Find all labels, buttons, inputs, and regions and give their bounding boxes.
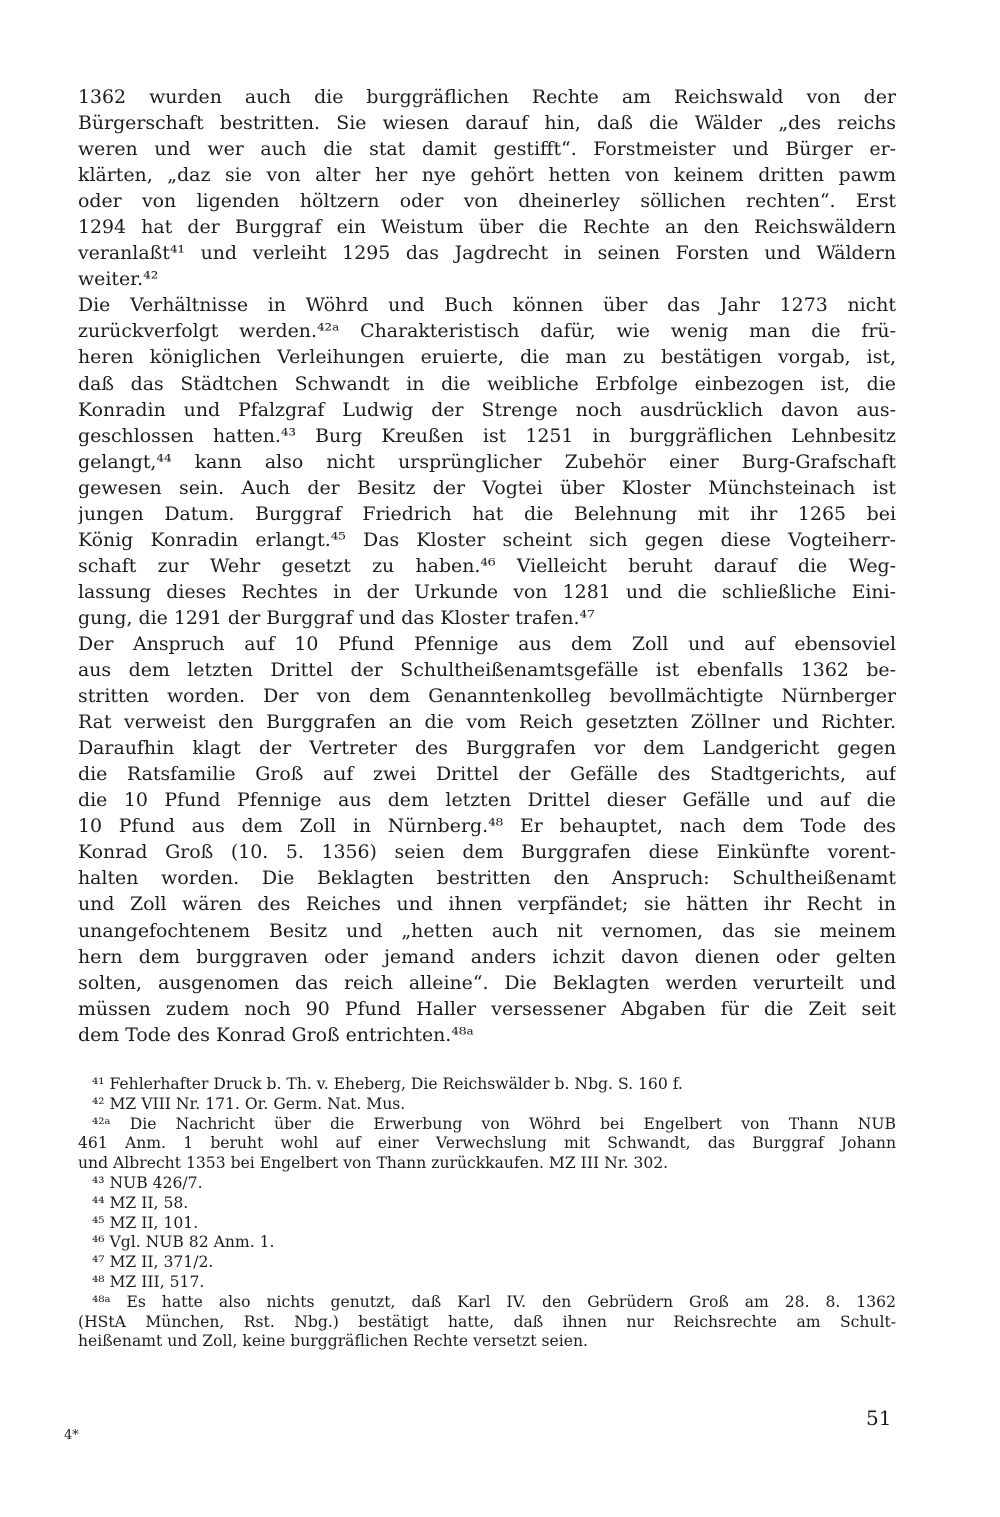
text-line: veranlaßt⁴¹ und verleiht 1295 das Jagdrecht in seinen Forsten und Wäldern bbox=[78, 242, 896, 265]
text-line: König Konradin erlangt.⁴⁵ Das Kloster scheint sich gegen diese Vogteiherr- bbox=[78, 528, 896, 551]
text-line: unangefochtenem Besitz und „hetten auch nit vernomen, das sie meinem bbox=[78, 919, 896, 942]
footnotes bbox=[78, 1075, 896, 1352]
footnote-line: ⁴¹ Fehlerhafter Druck b. Th. v. Eheberg, Die Reichswälder b. Nbg. S. 160 f. bbox=[92, 1075, 683, 1093]
text-line: weiter.⁴² bbox=[78, 268, 159, 291]
text-line: daß das Städtchen Schwandt in die weibliche Erbfolge einbezogen ist, die bbox=[78, 372, 896, 395]
footnote-line: ⁴⁸ᵃ Es hatte also nichts genutzt, daß Karl IV. den Gebrüdern Groß am 28. 8. 1362 bbox=[92, 1292, 896, 1311]
text-line: 1362 wurden auch die burggräflichen Rechte am Reichswald von der bbox=[78, 86, 896, 108]
text-line: schaft zur Wehr gesetzt zu haben.⁴⁶ Vielleicht beruht darauf die Weg- bbox=[78, 554, 896, 577]
footnote-42 bbox=[78, 1095, 896, 1115]
text-line: gelangt,⁴⁴ kann also nicht ursprünglicher Zubehör einer Burg-Grafschaft bbox=[78, 450, 896, 473]
text-line: die Ratsfamilie Groß auf zwei Drittel der Gefälle des Stadtgerichts, auf bbox=[78, 763, 896, 786]
footnote-line: ⁴⁶ Vgl. NUB 82 Anm. 1. bbox=[92, 1233, 275, 1252]
text-line: solten, ausgenomen das reich alleine“. Die Beklagten werden verurteilt und bbox=[78, 971, 896, 994]
text-line: klärten, „daz sie von alter her nye gehört hetten von keinem dritten pawm bbox=[78, 164, 896, 187]
text-line: Der Anspruch auf 10 Pfund Pfennige aus dem Zoll und auf ebensoviel bbox=[78, 632, 896, 655]
footnote-line: ⁴⁵ MZ II, 101. bbox=[92, 1213, 199, 1232]
footnote-line: ⁴⁷ MZ II, 371/2. bbox=[92, 1253, 214, 1272]
footnote-line: ⁴⁴ MZ II, 58. bbox=[92, 1193, 189, 1212]
text-line: gung, die 1291 der Burggraf und das Kloster trafen.⁴⁷ bbox=[78, 606, 595, 629]
footnote-43 bbox=[78, 1174, 896, 1194]
text-line: Konrad Groß (10. 5. 1356) seien dem Burggrafen diese Einkünfte vorent- bbox=[78, 841, 896, 864]
text-line: halten worden. Die Beklagten bestritten den Anspruch: Schultheißenamt bbox=[78, 867, 896, 890]
footnote-48a bbox=[78, 1293, 896, 1352]
footnote-47 bbox=[78, 1253, 896, 1273]
footnote-41 bbox=[78, 1075, 896, 1095]
footnote-line: 461 Anm. 1 beruht wohl auf einer Verwechslung mit Schwandt, das Burggraf Johann bbox=[78, 1134, 896, 1153]
text-line: zurückverfolgt werden.⁴²ᵃ Charakteristisch dafür, wie wenig man die frü- bbox=[78, 320, 896, 343]
main-text bbox=[78, 84, 896, 1048]
footnote-line: und Albrecht 1353 bei Engelbert von Thann zurückkaufen. MZ III Nr. 302. bbox=[78, 1154, 669, 1173]
footnote-45 bbox=[78, 1214, 896, 1234]
text-line: oder von ligenden höltzern oder von dheinerley söllichen rechten“. Erst bbox=[78, 190, 896, 213]
text-line: Rat verweist den Burggrafen an die vom Reich gesetzten Zöllner und Richter. bbox=[78, 711, 896, 734]
footnote-46 bbox=[78, 1233, 896, 1253]
text-line: stritten worden. Der von dem Genanntenkolleg bevollmächtigte Nürnberger bbox=[78, 685, 896, 708]
text-line: Bürgerschaft bestritten. Sie wiesen darauf hin, daß die Wälder „des reichs bbox=[78, 112, 896, 135]
text-line: müssen zudem noch 90 Pfund Haller versessener Abgaben für die Zeit seit bbox=[78, 997, 896, 1020]
footnote-line: ⁴² MZ VIII Nr. 171. Or. Germ. Nat. Mus. bbox=[92, 1094, 406, 1113]
text-line: dem Tode des Konrad Groß entrichten.⁴⁸ᵃ bbox=[78, 1023, 474, 1046]
text-line: Konradin und Pfalzgraf Ludwig der Strenge noch ausdrücklich davon aus- bbox=[78, 398, 896, 421]
footnote-42a bbox=[78, 1115, 896, 1174]
text-line: aus dem letzten Drittel der Schultheißenamtsgefälle ist ebenfalls 1362 be- bbox=[78, 659, 896, 682]
text-line: weren und wer auch die stat damit gestifft“. Forstmeister und Bürger er- bbox=[78, 138, 896, 161]
text-line: heren königlichen Verleihungen eruierte, die man zu bestätigen vorgab, ist, bbox=[78, 346, 896, 369]
text-line: lassung dieses Rechtes in der Urkunde von 1281 und die schließliche Eini- bbox=[78, 580, 896, 603]
page-number: 51 bbox=[866, 1406, 892, 1430]
footnote-44 bbox=[78, 1194, 896, 1214]
footnote-line: (HStA München, Rst. Nbg.) bestätigt hatte, daß ihnen nur Reichsrechte am Schult- bbox=[78, 1312, 896, 1331]
text-line: 1294 hat der Burggraf ein Weistum über die Rechte an den Reichswäldern bbox=[78, 216, 896, 239]
footnote-line: ⁴³ NUB 426/7. bbox=[92, 1173, 203, 1192]
footnote-line: ⁴²ᵃ Die Nachricht über die Erwerbung von Wöhrd bei Engelbert von Thann NUB bbox=[92, 1114, 896, 1133]
text-line: jungen Datum. Burggraf Friedrich hat die Belehnung mit ihr 1265 bei bbox=[78, 502, 896, 525]
text-line: die 10 Pfund Pfennige aus dem letzten Drittel dieser Gefälle und auf die bbox=[78, 789, 896, 812]
paragraph-1 bbox=[78, 84, 896, 292]
text-line: und Zoll wären des Reiches und ihnen verpfändet; sie hätten ihr Recht in bbox=[78, 893, 896, 916]
footnote-line: heißenamt und Zoll, keine burggräflichen Rechte versetzt seien. bbox=[78, 1332, 588, 1351]
text-line: Die Verhältnisse in Wöhrd und Buch können über das Jahr 1273 nicht bbox=[78, 294, 896, 317]
paragraph-2 bbox=[78, 292, 896, 631]
text-line: hern dem burggraven oder jemand anders ichzit davon dienen oder gelten bbox=[78, 945, 896, 968]
footnote-line: ⁴⁸ MZ III, 517. bbox=[92, 1272, 205, 1291]
text-line: Daraufhin klagt der Vertreter des Burggrafen vor dem Landgericht gegen bbox=[78, 737, 896, 760]
footnote-48 bbox=[78, 1273, 896, 1293]
signature-mark: 4* bbox=[64, 1428, 79, 1443]
text-line: geschlossen hatten.⁴³ Burg Kreußen ist 1251 in burggräflichen Lehnbesitz bbox=[78, 424, 896, 447]
text-line: 10 Pfund aus dem Zoll in Nürnberg.⁴⁸ Er behauptet, nach dem Tode des bbox=[78, 815, 896, 838]
text-line: gewesen sein. Auch der Besitz der Vogtei über Kloster Münchsteinach ist bbox=[78, 476, 896, 499]
paragraph-3 bbox=[78, 631, 896, 1048]
